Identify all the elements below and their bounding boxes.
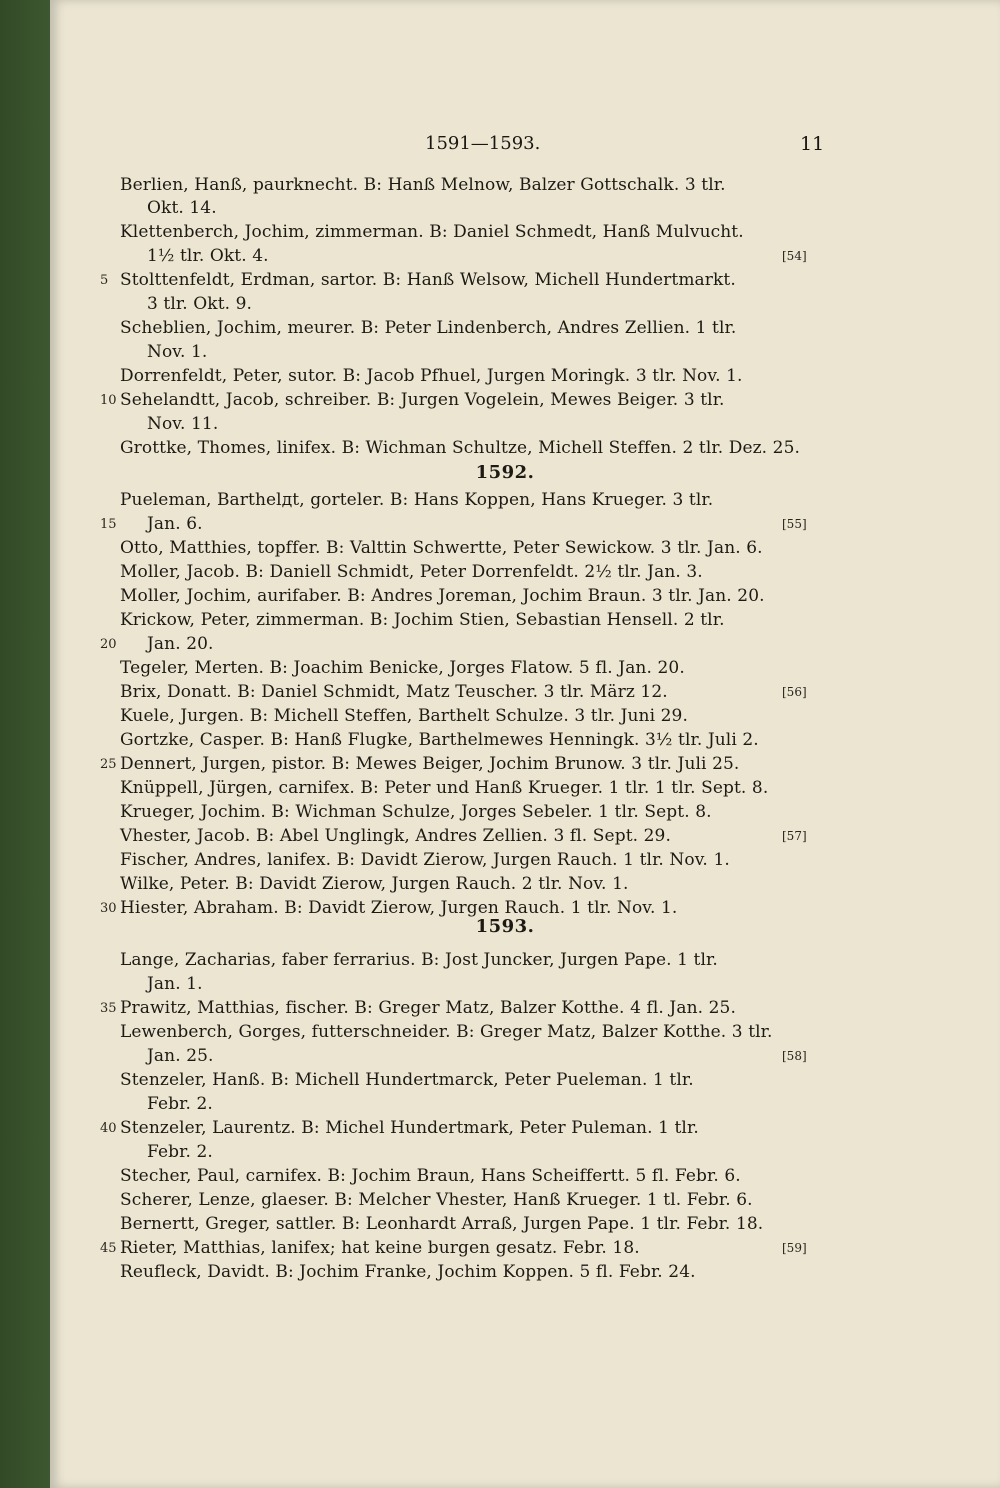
entry-text: Wilke, Peter. B: Davidt Zierow, Jurgen Rauch. 2 tlr. Nov. 1. [120, 874, 629, 894]
line-number: 45 [100, 1241, 117, 1256]
register-line [50, 1164, 1000, 1189]
entry-text: 1½ tlr. Okt. 4. [147, 246, 269, 266]
source-page-marker: [56] [782, 685, 807, 699]
register-line [50, 1236, 1000, 1261]
entry-text: Jan. 6. [147, 514, 203, 534]
entry-text: Rieter, Matthias, lanifex; hat keine burgen gesatz. Febr. 18. [120, 1238, 640, 1258]
entry-text: Klettenberch, Jochim, zimmerman. B: Daniel Schmedt, Hanß Mulvucht. [120, 222, 744, 242]
register-line [50, 244, 1000, 269]
source-page-marker: [58] [782, 1049, 807, 1063]
running-title: 1591—1593. [425, 133, 541, 154]
source-page-marker: [59] [782, 1241, 807, 1255]
line-number: 35 [100, 1001, 117, 1016]
entry-text: Febr. 2. [147, 1142, 213, 1162]
entry-text: Krueger, Jochim. B: Wichman Schulze, Jorges Sebeler. 1 tlr. Sept. 8. [120, 802, 712, 822]
entry-text: Moller, Jochim, aurifaber. B: Andres Joreman, Jochim Braun. 3 tlr. Jan. 20. [120, 586, 765, 606]
register-line [50, 268, 1000, 293]
register-line [50, 1116, 1000, 1141]
entry-text: Grottke, Thomes, linifex. B: Wichman Schultze, Michell Steffen. 2 tlr. Dez. 25. [120, 438, 801, 458]
entry-text: Knüppell, Jürgen, carnifex. B: Peter und Hanß Krueger. 1 tlr. 1 tlr. Sept. 8. [120, 778, 769, 798]
year-heading: 1593. [475, 916, 535, 937]
entry-text: Fischer, Andres, lanifex. B: Davidt Zierow, Jurgen Rauch. 1 tlr. Nov. 1. [120, 850, 730, 870]
register-line [50, 704, 1000, 729]
line-number: 25 [100, 757, 117, 772]
register-line [50, 1260, 1000, 1285]
register-line [50, 824, 1000, 849]
register-line [50, 512, 1000, 537]
entry-text: Scherer, Lenze, glaeser. B: Melcher Vhester, Hanß Krueger. 1 tl. Febr. 6. [120, 1190, 753, 1210]
register-line [50, 1068, 1000, 1093]
register-line [50, 800, 1000, 825]
register-line [50, 388, 1000, 413]
page-number: 11 [800, 133, 825, 155]
entry-text: Reufleck, Davidt. B: Jochim Franke, Jochim Koppen. 5 fl. Febr. 24. [120, 1262, 696, 1282]
register-line [50, 656, 1000, 681]
entry-text: Gortzke, Casper. B: Hanß Flugke, Barthelmewes Henningk. 3½ tlr. Juli 2. [120, 730, 759, 750]
register-line [50, 584, 1000, 609]
register-line [50, 220, 1000, 245]
register-line [50, 728, 1000, 753]
entry-text: Lewenberch, Gorges, futterschneider. B: Greger Matz, Balzer Kotthe. 3 tlr. [120, 1022, 773, 1042]
entry-text: Otto, Matthies, topffer. B: Valttin Schwertte, Peter Sewickow. 3 tlr. Jan. 6. [120, 538, 763, 558]
register-line [50, 1044, 1000, 1069]
entry-text: Kuele, Jurgen. B: Michell Steffen, Barthelt Schulze. 3 tlr. Juni 29. [120, 706, 688, 726]
entry-text: Sehelandtt, Jacob, schreiber. B: Jurgen Vogelein, Mewes Beiger. 3 tlr. [120, 390, 725, 410]
register-line [50, 752, 1000, 777]
register-line [50, 848, 1000, 873]
entry-text: Stenzeler, Laurentz. B: Michel Hundertmark, Peter Puleman. 1 tlr. [120, 1118, 699, 1138]
register-line [50, 680, 1000, 705]
register-line [50, 776, 1000, 801]
entry-text: Stecher, Paul, carnifex. B: Jochim Braun, Hans Scheiffertt. 5 fl. Febr. 6. [120, 1166, 741, 1186]
register-line [50, 632, 1000, 657]
entry-text: Dorrenfeldt, Peter, sutor. B: Jacob Pfhuel, Jurgen Moringk. 3 tlr. Nov. 1. [120, 366, 743, 386]
line-number: 10 [100, 393, 117, 408]
entry-text: Nov. 11. [147, 414, 219, 434]
line-number: 15 [100, 517, 117, 532]
register-line [50, 1140, 1000, 1165]
register-line [50, 948, 1000, 973]
register-line [50, 436, 1000, 461]
entry-text: Scheblien, Jochim, meurer. B: Peter Lindenberch, Andres Zellien. 1 tlr. [120, 318, 737, 338]
register-line [50, 872, 1000, 897]
source-page-marker: [54] [782, 249, 807, 263]
register-line [50, 488, 1000, 513]
entry-text: Pueleman, Barthelдt, gorteler. B: Hans Koppen, Hans Krueger. 3 tlr. [120, 490, 714, 510]
source-page-marker: [55] [782, 517, 807, 531]
entry-text: Hiester, Abraham. B: Davidt Zierow, Jurgen Rauch. 1 tlr. Nov. 1. [120, 898, 678, 918]
entry-text: Jan. 20. [147, 634, 214, 654]
year-heading: 1592. [475, 462, 535, 483]
register-line [50, 996, 1000, 1021]
entry-text: Stenzeler, Hanß. B: Michell Hundertmarck, Peter Pueleman. 1 tlr. [120, 1070, 694, 1090]
entry-text: Moller, Jacob. B: Daniell Schmidt, Peter Dorrenfeldt. 2½ tlr. Jan. 3. [120, 562, 703, 582]
entry-text: Prawitz, Matthias, fischer. B: Greger Matz, Balzer Kotthe. 4 fl. Jan. 25. [120, 998, 736, 1018]
entry-text: Berlien, Hanß, paurknecht. B: Hanß Melnow, Balzer Gottschalk. 3 tlr. [120, 175, 726, 195]
register-line [50, 196, 1000, 221]
entry-text: Krickow, Peter, zimmerman. B: Jochim Stien, Sebastian Hensell. 2 tlr. [120, 610, 725, 630]
entry-text: Stolttenfeldt, Erdman, sartor. B: Hanß Welsow, Michell Hundertmarkt. [120, 270, 736, 290]
entry-text: Tegeler, Merten. B: Joachim Benicke, Jorges Flatow. 5 fl. Jan. 20. [120, 658, 685, 678]
entry-text: Bernertt, Greger, sattler. B: Leonhardt Arraß, Jurgen Pape. 1 tlr. Febr. 18. [120, 1214, 764, 1234]
register-line [50, 364, 1000, 389]
register-line [50, 972, 1000, 997]
entry-text: Brix, Donatt. B: Daniel Schmidt, Matz Teuscher. 3 tlr. März 12. [120, 682, 668, 702]
page-body [50, 0, 1000, 1488]
book-spine [0, 0, 50, 1488]
entry-text: Vhester, Jacob. B: Abel Unglingk, Andres Zellien. 3 fl. Sept. 29. [120, 826, 671, 846]
register-line [50, 1092, 1000, 1117]
register-line [50, 1020, 1000, 1045]
entry-text: Dennert, Jurgen, pistor. B: Mewes Beiger, Jochim Brunow. 3 tlr. Juli 25. [120, 754, 740, 774]
entry-text: Lange, Zacharias, faber ferrarius. B: Jost Juncker, Jurgen Pape. 1 tlr. [120, 950, 718, 970]
register-line [50, 608, 1000, 633]
register-line [50, 560, 1000, 585]
register-line [50, 412, 1000, 437]
source-page-marker: [57] [782, 829, 807, 843]
register-line [50, 292, 1000, 317]
register-line [50, 316, 1000, 341]
register-line [50, 340, 1000, 365]
line-number: 30 [100, 901, 117, 916]
entry-text: Jan. 1. [147, 974, 203, 994]
entry-text: Jan. 25. [147, 1046, 214, 1066]
entry-text: Nov. 1. [147, 342, 208, 362]
line-number: 20 [100, 637, 117, 652]
register-line [50, 1212, 1000, 1237]
register-line [50, 173, 1000, 198]
line-number: 5 [100, 273, 109, 288]
entry-text: Febr. 2. [147, 1094, 213, 1114]
entry-text: 3 tlr. Okt. 9. [147, 294, 253, 314]
book-page [50, 0, 1000, 1488]
register-line [50, 536, 1000, 561]
line-number: 40 [100, 1121, 117, 1136]
register-line [50, 1188, 1000, 1213]
entry-text: Okt. 14. [147, 198, 217, 218]
